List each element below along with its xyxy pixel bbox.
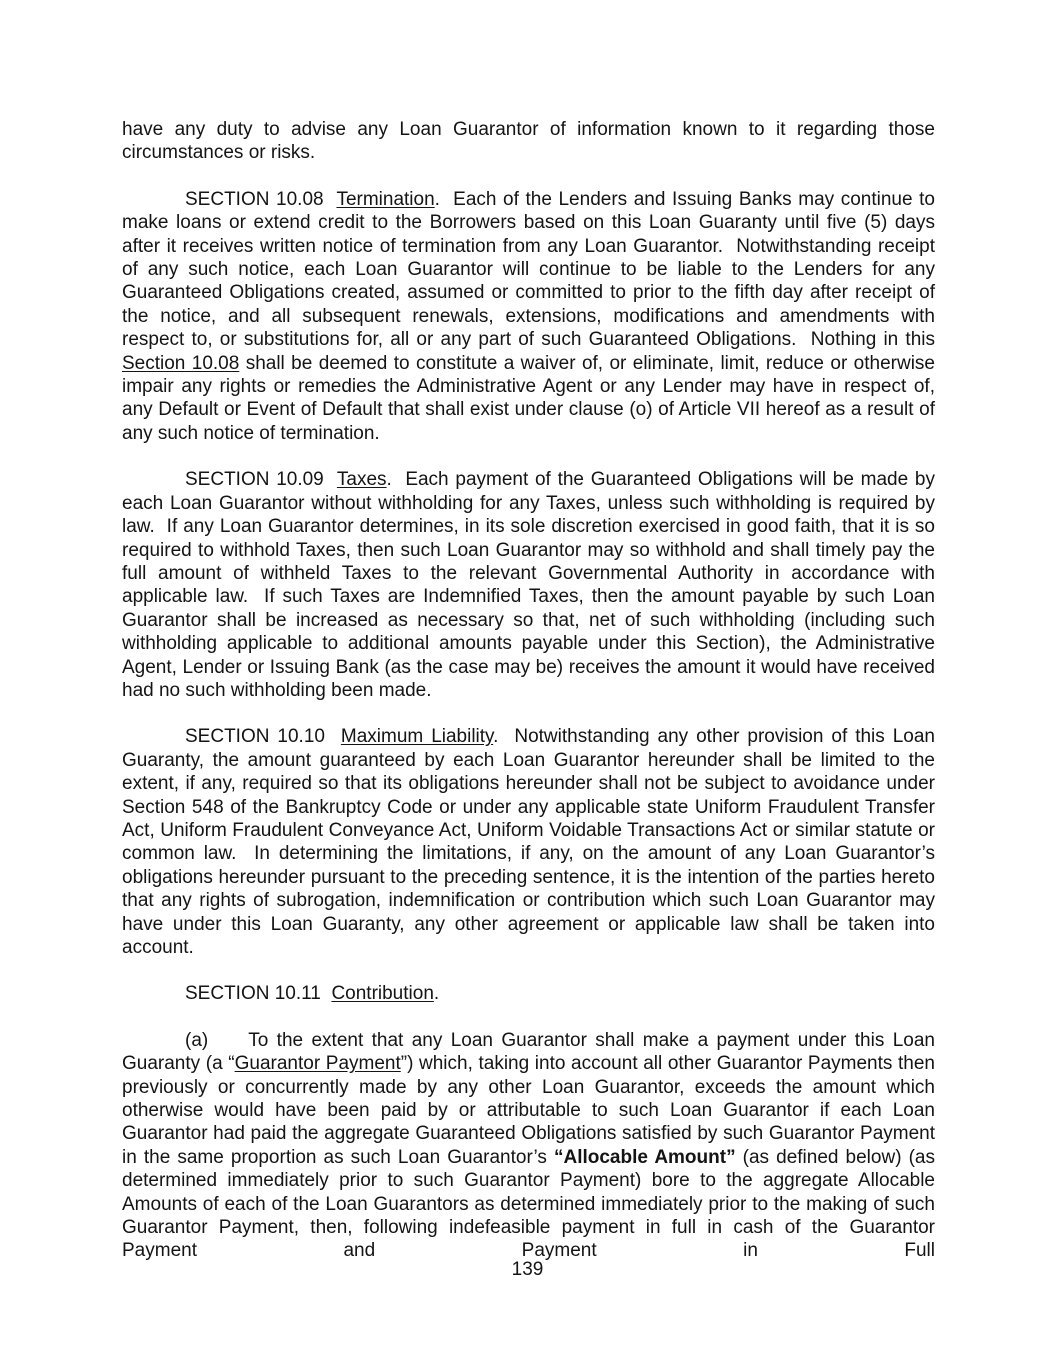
cross-reference-section-10-08: Section 10.08 xyxy=(122,352,240,374)
text-run: . Each of the Lenders and Issuing Banks may continue to make loans or extend credit to the Borrowers based on this Loan Guaranty until five (5) days after it receives written notice of termination from any Loan Guarantor. Notwithstanding receipt of any such notice, each Loan Guarantor will continue to be liable to the Lenders for any Guaranteed Obligations created, assumed or committed to prior to the fifth day after receipt of the notice, and all subsequent renewals, extensions, modifications and amendments with respect to, or substitutions for, all or any part of such Guaranteed Obligations. Nothing in this xyxy=(122,188,936,351)
paragraph-section-10-11-contribution xyxy=(122,982,935,1005)
text-run: SECTION 10.09 xyxy=(185,469,337,491)
term-taxes: Taxes xyxy=(336,469,387,491)
text-run: (a) xyxy=(185,1029,209,1051)
paragraph-section-10-10-maximum-liability xyxy=(122,725,935,959)
term-termination: Termination xyxy=(336,188,435,210)
document-body xyxy=(122,118,935,1263)
text-run: . Each payment of the Guaranteed Obligations will be made by each Loan Guarantor without withholding for any Taxes, unless such withholding is required by law. If any Loan Guarantor determines, in its sole discretion exercised in good faith, that it is so required to withhold Taxes, then such Loan Guarantor may so withhold and shall timely pay the full amount of withheld Taxes to the relevant Governmental Authority in accordance with applicable law. If such Taxes are Indemnified Taxes, then the amount payable by such Loan Guarantor shall be increased as necessary so that, net of such withholding (including such withholding applicable to additional amounts payable under this Section), the Administrative Agent, Lender or Issuing Bank (as the case may be) receives the amount it would have received had no such withholding been made. xyxy=(122,469,935,701)
paragraph-10-11-a xyxy=(122,1029,935,1263)
text-run: SECTION 10.08 xyxy=(185,188,337,210)
paragraph-section-10-09-taxes xyxy=(122,468,935,702)
term-maximum-liability: Maximum Liability xyxy=(340,726,494,748)
page-number: 139 xyxy=(511,1258,544,1280)
paragraph-section-10-08-termination xyxy=(122,188,935,445)
text-run: To the extent that any Loan Guarantor shall make a payment under this Loan Guaranty (a “ xyxy=(122,1029,935,1075)
term-allocable-amount: “Allocable Amount” xyxy=(553,1146,736,1168)
text-run: . Notwithstanding any other provision of this Loan Guaranty, the amount guaranteed by each Loan Guarantor hereunder shall be limited to the extent, if any, required so that its obligations hereunder shall not be subject to avoidance under Section 548 of the Bankruptcy Code or under any applicable state Uniform Fraudulent Transfer Act, Uniform Fraudulent Conveyance Act, Uniform Voidable Transactions Act or similar statute or common law. In determining the limitations, if any, on the amount of any Loan Guarantor’s obligations hereunder pursuant to the preceding sentence, it is the intention of the parties hereto that any rights of subrogation, indemnification or contribution which such Loan Guarantor may have under this Loan Guaranty, any other agreement or applicable law shall be taken into account. xyxy=(122,726,935,958)
term-guarantor-payment: Guarantor Payment xyxy=(234,1053,401,1075)
text-run: have any duty to advise any Loan Guarantor of information known to it regarding those circumstances or risks. xyxy=(122,119,935,164)
text-run: ”) which, taking into account all other Guarantor Payments then previously or concurrently made by any other Loan Guarantor, exceeds the amount which otherwise would have been paid by or attributable to such Loan Guarantor if each Loan Guarantor had paid the aggregate Guaranteed Obligations satisfied by such Guarantor Payment in the same proportion as such Loan Guarantor’s xyxy=(122,1053,935,1168)
paragraph-continuation xyxy=(122,118,935,165)
text-run: SECTION 10.10 xyxy=(185,726,341,748)
term-contribution: Contribution xyxy=(331,983,434,1005)
text-run: . xyxy=(433,983,440,1005)
text-run: shall be deemed to constitute a waiver of, or eliminate, limit, reduce or otherwise impair any rights or remedies the Administrative Agent or any Lender may have in respect of, any Default or Event of Default that shall exist under clause (o) of Article VII hereof as a result of any such notice of termination. xyxy=(122,352,935,444)
text-run: SECTION 10.11 xyxy=(185,983,332,1005)
text-run: (as defined below) (as determined immediately prior to such Guarantor Payment) bore to the aggregate Allocable Amounts of each of the Loan Guarantors as determined immediately prior to the making of such Guarantor Payment, then, following indefeasible payment in full in cash of the Guarantor Payment and Payment in Full xyxy=(122,1146,935,1262)
